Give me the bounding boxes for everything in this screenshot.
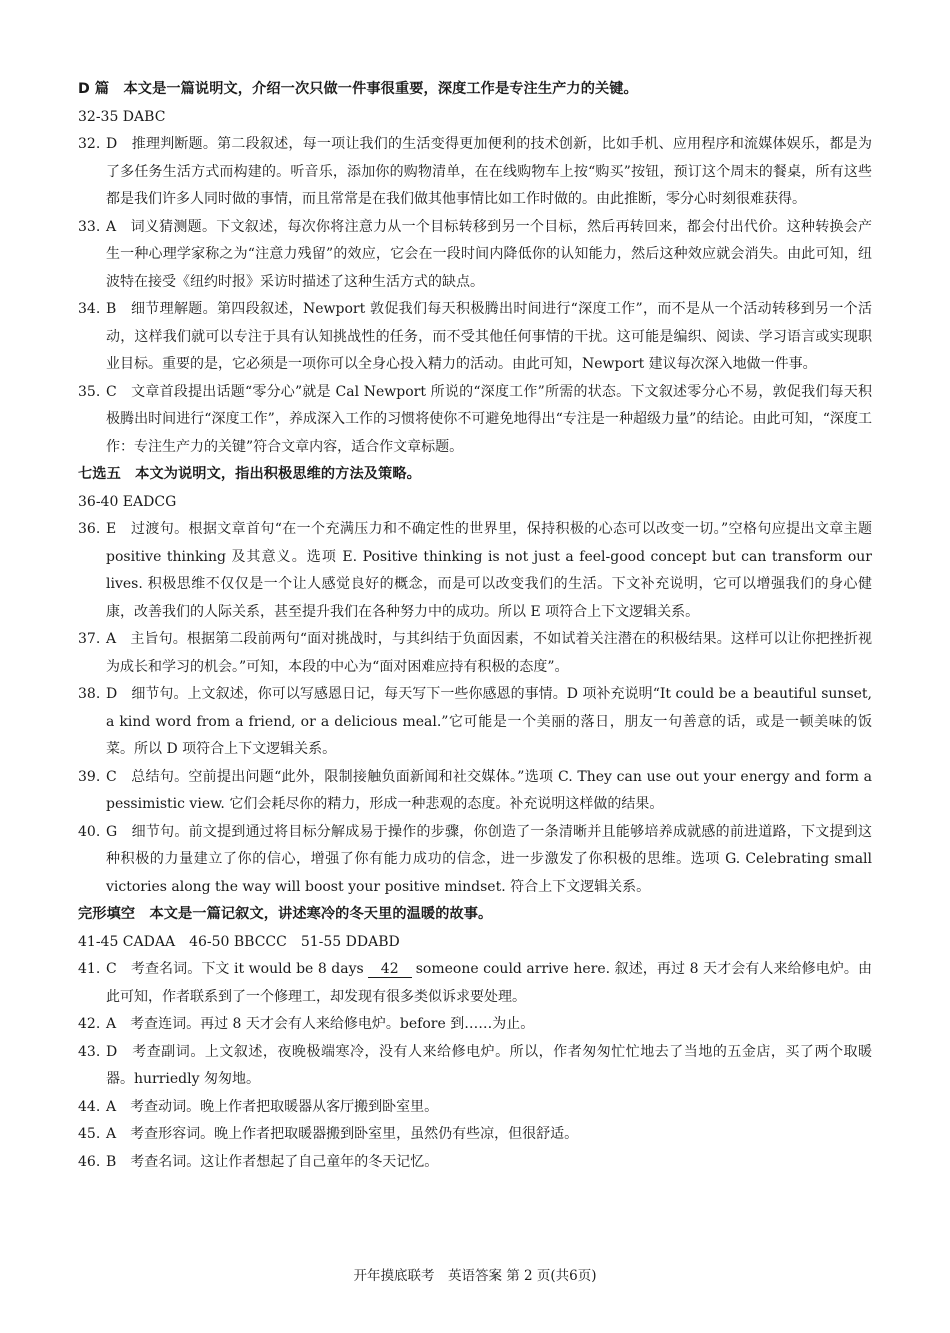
item-explanation: C 文章首段提出话题“零分心”就是 Cal Newport 所说的“深度工作”所需的状态。下文叙述零分心不易，敦促我们每天积极腾出时间进行“深度工作”，养成深入工作的习惯将使你不可避免地得出“专注是一种超级力量”的结论。由此可知，“深度工作：专注生产力的关键”符合文章内容，适合作文章标题。 (106, 383, 872, 455)
item-number: 35. (78, 383, 101, 400)
item-explanation: D 考查副词。上文叙述，夜晚极端寒冷，没有人来给修电炉。所以，作者匆匆忙忙地去了当地的五金店，买了两个取暖器。hurriedly 匆匆地。 (106, 1043, 872, 1087)
page-footer: 开年摸底联考 英语答案 第 2 页(共6页) (353, 1268, 597, 1284)
item-explanation-after: someone could arrive here. 叙述，再过 8 天才会有人来给修电炉。由此可知，作者联系到了一个修理工，却发现有很多类似诉求要处理。 (106, 961, 872, 1005)
item-explanation: E 过渡句。根据文章首句“在一个充满压力和不确定性的世界里，保持积极的心态可以改变一切。”空格句应提出文章主题 positive thinking 及其意义。选项 E. Positive thinking is not just a feel-good concept but can transform our lives. 积极思维不仅仅是一个让人感觉良好的概念，而是可以改变我们的生活。下文补充说明，它可以增强我们的身心健康，改善我们的人际关系，甚至提升我们在各种努力中的成功。所以 E 项符合上下文逻辑关系。 (106, 521, 872, 620)
item-number: 46. (78, 1153, 101, 1170)
answer-sheet (78, 76, 872, 1176)
answer-item-42 (78, 1011, 872, 1039)
answer-item-36 (78, 516, 872, 626)
item-number: 39. (78, 768, 101, 785)
item-explanation: A 考查形容词。晚上作者把取暖器搬到卧室里，虽然仍有些凉，但很舒适。 (106, 1126, 579, 1142)
item-explanation: B 细节理解题。第四段叙述，Newport 敦促我们每天积极腾出时间进行“深度工作”，而不是从一个活动转移到另一个活动，这样我们就可以专注于具有认知挑战性的任务，而不受其他任何事情的干扰。这可能是编织、阅读、学习语言或实现职业目标。重要的是，它必须是一项你可以全身心投入精力的活动。由此可知，Newport 建议每次深入地做一件事。 (106, 301, 872, 372)
answer-item-32 (78, 131, 872, 214)
item-number: 37. (78, 631, 101, 647)
answer-item-33 (78, 214, 872, 297)
section-cloze-heading: 完形填空 本文是一篇记叙文，讲述寒冷的冬天里的温暖的故事。 (78, 906, 493, 922)
section-seven-answers: 36-40 EADCG (78, 493, 177, 510)
item-number: 38. (78, 686, 101, 702)
item-explanation: B 考查名词。这让作者想起了自己童年的冬天记忆。 (106, 1153, 439, 1170)
answer-item-46 (78, 1149, 872, 1177)
item-number: 34. (78, 301, 101, 317)
answer-item-37 (78, 626, 872, 681)
answer-item-35 (78, 379, 872, 462)
item-explanation: A 词义猜测题。下文叙述，每次你将注意力从一个目标转移到另一个目标，然后再转回来，都会付出代价。这种转换会产生一种心理学家称之为“注意力残留”的效应，它会在一段时间内降低你的认知能力，然后这种效应就会消失。由此可知，纽波特在接受《纽约时报》采访时描述了这种生活方式的缺点。 (106, 218, 872, 290)
answer-item-44 (78, 1094, 872, 1122)
item-number: 32. (78, 136, 101, 152)
item-number: 45. (78, 1126, 101, 1142)
item-explanation: G 细节句。前文提到通过将目标分解成易于操作的步骤，你创造了一条清晰并且能够培养成就感的前进道路，下文提到这种积极的力量建立了你的信心，增强了你有能力成功的信念，进一步激发了你积极的思维。选项 G. Celebrating small victories along the way will boost your positive mindset. 符合上下文逻辑关系。 (106, 823, 872, 895)
item-number: 42. (78, 1016, 101, 1032)
item-number: 40. (78, 823, 101, 840)
answer-item-34 (78, 296, 872, 379)
answer-item-45 (78, 1121, 872, 1149)
section-seven-heading: 七选五 本文为说明文，指出积极思维的方法及策略。 (78, 466, 421, 482)
item-explanation: A 主旨句。根据第二段前两句“面对挑战时，与其纠结于负面因素，不如试着关注潜在的积极结果。这样可以让你把挫折视为成长和学习的机会。”可知，本段的中心为“面对困难应持有积极的态度”。 (106, 631, 872, 675)
item-number: 41. (78, 961, 101, 977)
answer-item-40 (78, 819, 872, 902)
cloze-blank: 42 (368, 961, 412, 978)
section-d-heading: D 篇 本文是一篇说明文，介绍一次只做一件事很重要，深度工作是专注生产力的关键。 (78, 81, 638, 97)
answer-item-38 (78, 681, 872, 764)
item-explanation: A 考查动词。晚上作者把取暖器从客厅搬到卧室里。 (106, 1098, 439, 1115)
answer-item-41 (78, 956, 872, 1011)
section-d-answers: 32-35 DABC (78, 108, 166, 125)
item-explanation-before: C 考查名词。下文 it would be 8 days (106, 961, 364, 977)
item-number: 44. (78, 1098, 101, 1115)
item-explanation: D 细节句。上文叙述，你可以写感恩日记，每天写下一些你感恩的事情。D 项补充说明“It could be a beautiful sunset, a kind word from a friend, or a delicious meal.”它可能是一个美丽的落日，朋友一句善意的话，或是一顿美味的饭菜。所以 D 项符合上下文逻辑关系。 (106, 686, 872, 757)
answer-item-39 (78, 764, 872, 819)
section-cloze-answers: 41-45 CADAA 46-50 BBCCC 51-55 DDABD (78, 933, 400, 950)
item-number: 43. (78, 1043, 101, 1060)
item-number: 36. (78, 521, 101, 537)
item-number: 33. (78, 218, 101, 235)
answer-item-43 (78, 1039, 872, 1094)
item-explanation: A 考查连词。再过 8 天才会有人来给修电炉。before 到……为止。 (106, 1016, 535, 1032)
item-explanation: D 推理判断题。第二段叙述，每一项让我们的生活变得更加便利的技术创新，比如手机、应用程序和流媒体娱乐，都是为了多任务生活方式而构建的。听音乐，添加你的购物清单，在在线购物车上按“购买”按钮，预订这个周末的餐桌，所有这些都是我们许多人同时做的事情，而且常常是在我们做其他事情比如工作时做的。由此推断，零分心时刻很难获得。 (106, 136, 872, 207)
item-explanation: C 总结句。空前提出问题“此外，限制接触负面新闻和社交媒体。”选项 C. They can use out your energy and form a pessimistic view. 它们会耗尽你的精力，形成一种悲观的态度。补充说明这样做的结果。 (106, 768, 872, 812)
